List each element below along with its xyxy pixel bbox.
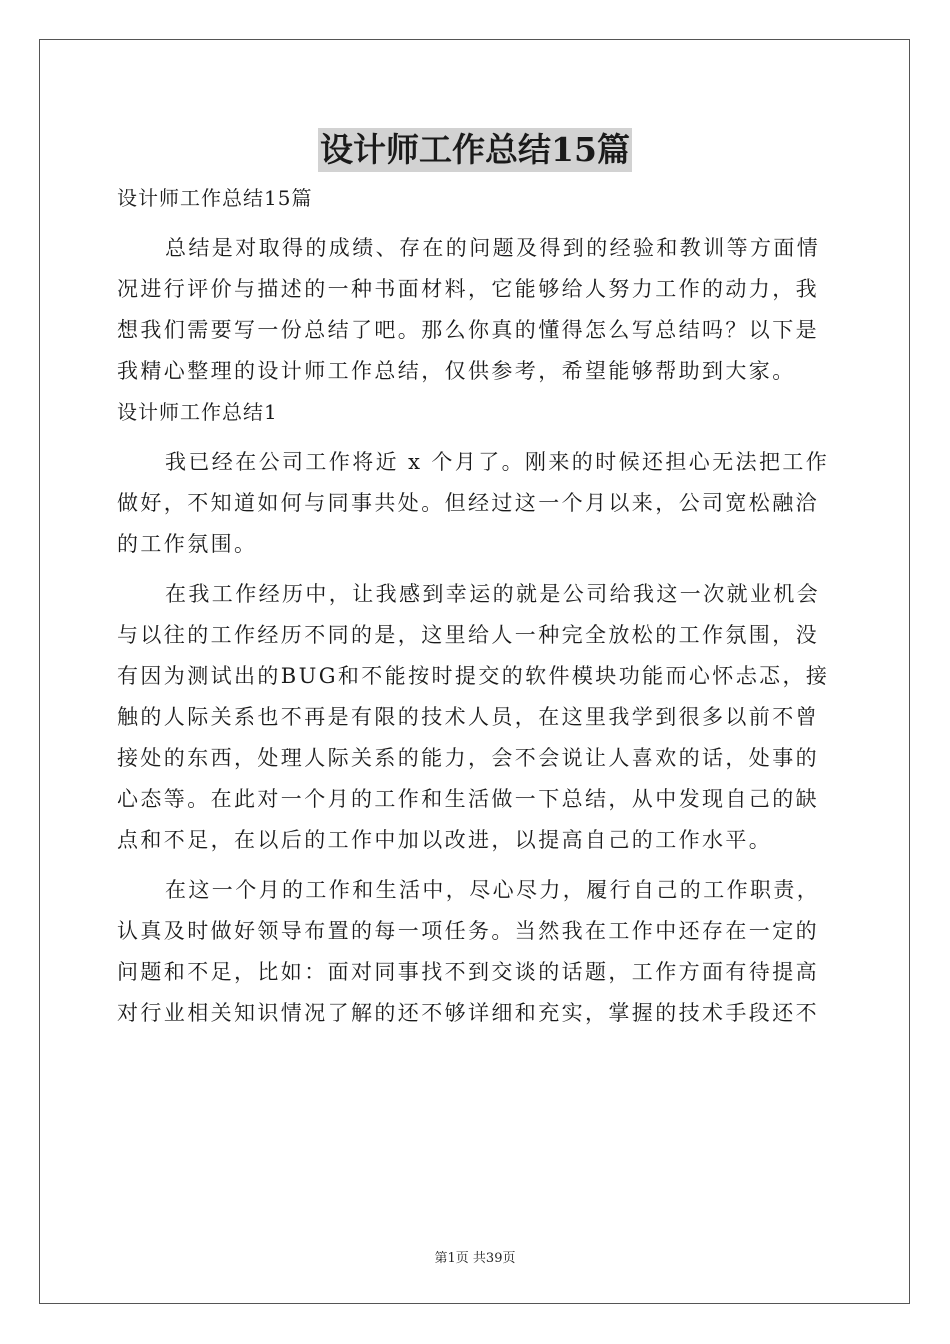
paragraph-line: 问题和不足，比如：面对同事找不到交谈的话题，工作方面有待提高 xyxy=(117,960,819,984)
paragraph-line: 触的人际关系也不再是有限的技术人员，在这里我学到很多以前不曾 xyxy=(117,705,819,729)
intro-line: 我精心整理的设计师工作总结，仅供参考，希望能够帮助到大家。 xyxy=(117,359,796,383)
paragraph-line: 接处的东西，处理人际关系的能力，会不会说让人喜欢的话，处事的 xyxy=(117,746,819,770)
paragraph-line: 在这一个月的工作和生活中，尽心尽力，履行自己的工作职责， xyxy=(165,878,821,902)
paragraph-3 xyxy=(117,870,833,1034)
intro-line: 总结是对取得的成绩、存在的问题及得到的经验和教训等方面情 xyxy=(165,236,821,260)
page-number: 第1页 共39页 xyxy=(434,1251,516,1266)
paragraph-line: 点和不足，在以后的工作中加以改进，以提高自己的工作水平。 xyxy=(117,828,773,852)
document-body xyxy=(117,178,833,1034)
paragraph-line: 对行业相关知识情况了解的还不够详细和充实，掌握的技术手段还不 xyxy=(117,1001,819,1025)
document-subtitle: 设计师工作总结15篇 xyxy=(117,186,313,210)
intro-paragraph xyxy=(117,228,833,392)
paragraph-line: 在我工作经历中，让我感到幸运的就是公司给我这一次就业机会 xyxy=(165,582,821,606)
paragraph-line: 我已经在公司工作将近 x 个月了。刚来的时候还担心无法把工作 xyxy=(165,450,830,474)
paragraph-1 xyxy=(117,442,833,565)
intro-line: 想我们需要写一份总结了吧。那么你真的懂得怎么写总结吗？以下是 xyxy=(117,318,819,342)
paragraph-line: 心态等。在此对一个月的工作和生活做一下总结，从中发现自己的缺 xyxy=(117,787,819,811)
paragraph-2 xyxy=(117,574,833,861)
title-wrap xyxy=(0,128,950,172)
paragraph-line: 与以往的工作经历不同的是，这里给人一种完全放松的工作氛围，没 xyxy=(117,623,819,647)
document-title: 设计师工作总结15篇 xyxy=(318,128,632,172)
section-heading: 设计师工作总结1 xyxy=(117,400,278,424)
paragraph-line: 的工作氛围。 xyxy=(117,532,258,556)
paragraph-line: 有因为测试出的BUG和不能按时提交的软件模块功能而心怀忐忑，接 xyxy=(117,664,830,688)
page-footer xyxy=(0,1250,950,1268)
paragraph-line: 认真及时做好领导布置的每一项任务。当然我在工作中还存在一定的 xyxy=(117,919,819,943)
paragraph-line: 做好，不知道如何与同事共处。但经过这一个月以来，公司宽松融洽 xyxy=(117,491,819,515)
intro-line: 况进行评价与描述的一种书面材料，它能够给人努力工作的动力，我 xyxy=(117,277,819,301)
